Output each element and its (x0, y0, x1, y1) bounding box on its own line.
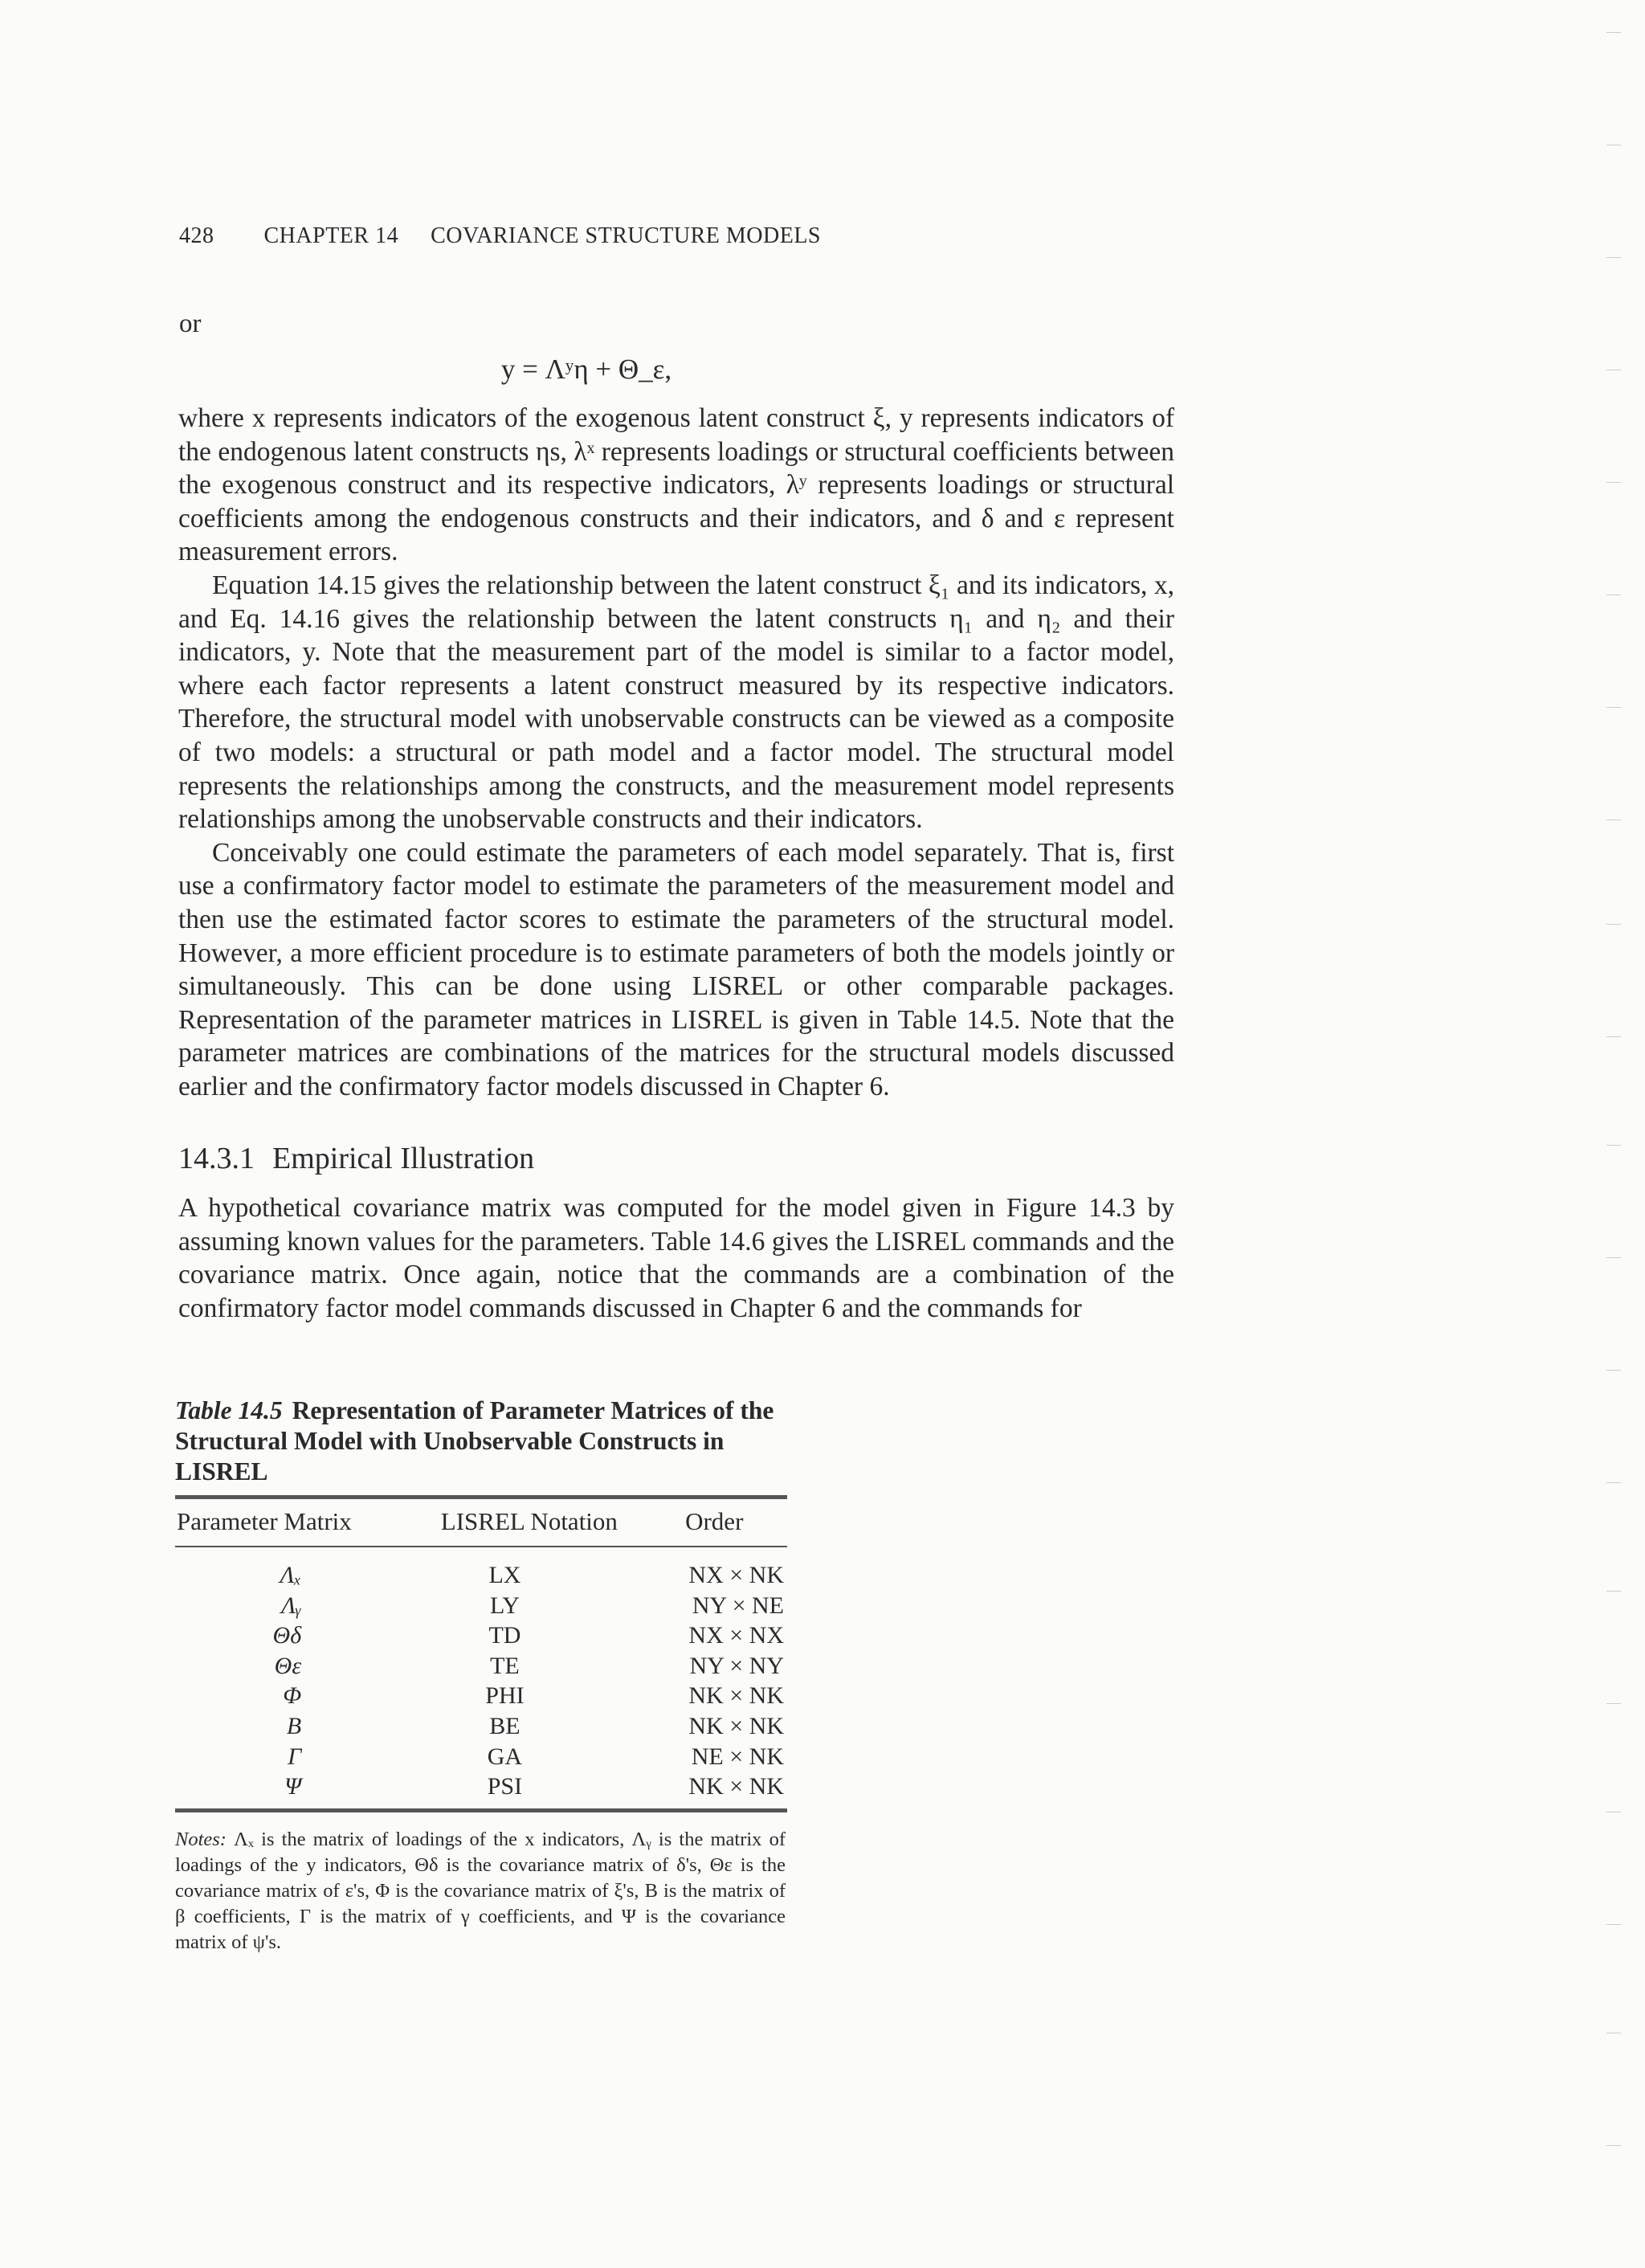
notes-text: Λₓ is the matrix of loadings of the x indicators, Λᵧ is the matrix of loadings of the y indicators, Θδ is the covariance matrix of δ's, Θε is the covariance matrix of ε's, Φ is the covariance matrix of ξ's, Β is the matrix of β coefficients, Γ is the matrix of γ coefficients, and Ψ is the covariance matrix of ψ's. (175, 1828, 786, 1953)
body-top (178, 402, 1174, 1103)
cell-matrix: Λᵧ (281, 1592, 302, 1619)
table-title: Representation of Parameter Matrices of the Structural Model with Unobservable Constructs in LISREL (175, 1396, 774, 1485)
table-row (175, 1591, 787, 1621)
cell-notation: GA (487, 1743, 523, 1770)
header-cell: LISREL Notation (440, 1507, 618, 1535)
paragraph: Equation 14.15 gives the relationship between the latent construct ξ₁ and its indicators, x, and Eq. 14.16 gives the relationship between the latent constructs η₁ and η₂ and their indicators, y. Note that the measurement part of the model is similar to a factor model, where each factor represents a latent construct measured by its respective indicators. Therefore, the structural model with unobservable constructs can be viewed as a composite of two models: a structural or path model and a factor model. The structural model represents the relationships among the constructs, and the measurement model represents relationships among the unobservable constructs and their indicators. (178, 570, 1174, 835)
cell-matrix: Θδ (272, 1622, 302, 1649)
cell-matrix: Ψ (284, 1773, 302, 1800)
table-row (175, 1742, 787, 1772)
equation: y = Λʸη + Θ_ε, (500, 353, 672, 385)
section-number: 14.3.1 (178, 1142, 255, 1175)
scan-edge-mark (1606, 924, 1621, 925)
table-header-row (175, 1499, 787, 1546)
cell-order: NX × NK (688, 1562, 784, 1588)
cell-notation: TE (490, 1652, 520, 1679)
scan-edge-mark (1606, 1257, 1621, 1258)
paragraph: Conceivably one could estimate the parameters of each model separately. That is, first use a confirmatory factor model to estimate the parameters of the measurement model and then use the estimated factor scores to estimate the parameters of the structural model. However, a more efficient procedure is to estimate parameters of both the models jointly or simultaneously. This can be done using LISREL or other comparable packages. Representation of the parameter matrices in LISREL is given in Table 14.5. Note that the parameter matrices are combinations of the matrices for the structural models discussed earlier and the confirmatory factor models discussed in Chapter 6. (178, 837, 1174, 1101)
cell-order: NE × NK (691, 1743, 784, 1770)
cell-matrix: Φ (283, 1682, 302, 1710)
cell-matrix: Θε (274, 1652, 302, 1679)
table-notes (175, 1827, 787, 1955)
body-section (178, 1191, 1174, 1325)
scan-edge-mark (1606, 1482, 1621, 1483)
cell-order: NX × NX (688, 1622, 784, 1649)
cell-notation: LY (489, 1592, 520, 1619)
chapter-title: COVARIANCE STRUCTURE MODELS (431, 223, 821, 248)
chapter-label: CHAPTER 14 (263, 223, 399, 248)
cell-order: NK × NK (688, 1773, 784, 1800)
cell-order: NK × NK (688, 1712, 784, 1739)
scan-edge-mark (1606, 707, 1621, 708)
cell-notation: BE (489, 1712, 520, 1739)
scan-edge-mark (1606, 1924, 1621, 1925)
cell-order: NK × NK (688, 1682, 784, 1710)
scan-edge-mark (1606, 482, 1621, 483)
table-bottom-rule (175, 1808, 787, 1812)
section-heading (178, 1141, 534, 1176)
table-caption (175, 1396, 787, 1487)
cell-notation: PSI (487, 1773, 523, 1800)
paragraph: where x represents indicators of the exogenous latent construct ξ, y represents indicators of the endogenous latent constructs ηs, λˣ represents loadings or structural coefficients between the exogenous construct and its respective indicators, λʸ represents loadings or structural coefficients among the endogenous constructs and their indicators, and δ and ε represent measurement errors. (178, 403, 1174, 567)
table-body (175, 1547, 787, 1805)
scan-edge-mark (1606, 32, 1621, 33)
scan-edge-mark (1606, 819, 1621, 820)
table-row (175, 1711, 787, 1742)
table-row (175, 1771, 787, 1802)
notes-label: Notes: (175, 1828, 227, 1850)
scan-edge-mark (1606, 257, 1621, 258)
cell-order: NY × NE (692, 1592, 784, 1619)
scan-edge-mark (1606, 1703, 1621, 1704)
table-14-5 (175, 1396, 787, 1955)
scan-edge-mark (1606, 1145, 1621, 1146)
scan-edge-mark (1606, 1036, 1621, 1037)
cell-order: NY × NY (689, 1652, 784, 1679)
table-label: Table 14.5 (175, 1396, 283, 1424)
table-row (175, 1560, 787, 1591)
table-row (175, 1681, 787, 1711)
cell-matrix: Β (286, 1712, 302, 1739)
table-row (175, 1620, 787, 1651)
paragraph: A hypothetical covariance matrix was computed for the model given in Figure 14.3 by assuming known values for the parameters. Table 14.6 gives the LISREL commands and the covariance matrix. Once again, notice that the commands are a combination of the confirmatory factor model commands discussed in Chapter 6 and the commands for (178, 1193, 1174, 1323)
table-row (175, 1651, 787, 1682)
section-title: Empirical Illustration (272, 1142, 535, 1175)
cell-matrix: Λₓ (280, 1562, 302, 1588)
or-text: or (179, 309, 202, 338)
scan-edge-mark (1606, 1591, 1621, 1592)
cell-notation: TD (488, 1622, 521, 1649)
cell-notation: PHI (485, 1682, 525, 1710)
running-header (179, 223, 821, 249)
page-number: 428 (179, 223, 214, 248)
scan-edge-mark (1606, 2145, 1621, 2146)
header-cell: Parameter Matrix (177, 1507, 352, 1535)
scan-edge-mark (1606, 1370, 1621, 1371)
cell-notation: LX (488, 1562, 521, 1588)
cell-matrix: Γ (288, 1743, 302, 1770)
header-cell: Order (685, 1507, 744, 1535)
